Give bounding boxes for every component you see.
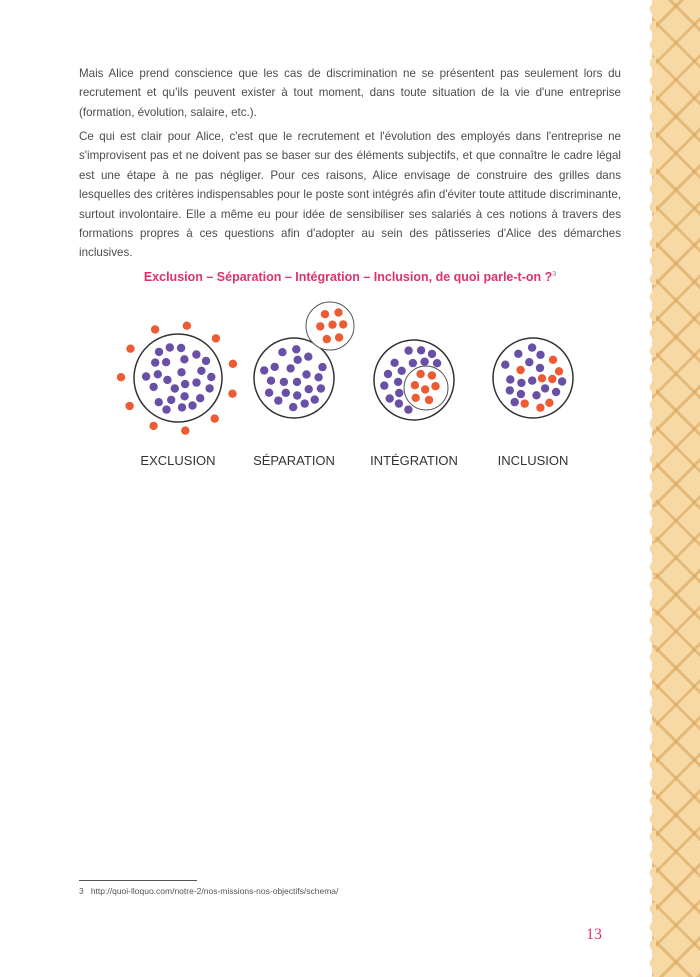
- excluded-dot: [126, 345, 134, 353]
- majority-dot: [514, 350, 522, 358]
- majority-dot: [506, 386, 514, 394]
- figure-title: [79, 270, 621, 284]
- majority-dot: [286, 364, 294, 372]
- minority-dot: [431, 382, 439, 390]
- inclusion-diagram: [110, 298, 590, 478]
- minority-dot: [316, 322, 324, 330]
- footnote: [79, 886, 338, 896]
- majority-dot: [318, 363, 326, 371]
- footnote-divider: [79, 880, 197, 881]
- majority-dot: [180, 392, 188, 400]
- minority-dot: [549, 356, 557, 364]
- footnote-reference: 3: [552, 270, 557, 278]
- waffle-border-edge: [646, 0, 656, 977]
- minority-dot: [339, 320, 347, 328]
- majority-dot: [301, 399, 309, 407]
- excluded-dot: [181, 426, 189, 434]
- majority-dot: [192, 350, 200, 358]
- majority-dot: [305, 385, 313, 393]
- majority-dot: [506, 375, 514, 383]
- label-integration: INTÉGRATION: [370, 453, 458, 468]
- majority-dot: [149, 383, 157, 391]
- minority-dot: [428, 371, 436, 379]
- majority-dot: [511, 398, 519, 406]
- excluded-dot: [229, 360, 237, 368]
- majority-dot: [314, 373, 322, 381]
- majority-dot: [180, 355, 188, 363]
- separation-diagram: [254, 302, 354, 418]
- excluded-dot: [125, 402, 133, 410]
- majority-dot: [380, 381, 388, 389]
- majority-dot: [395, 389, 403, 397]
- majority-dot: [178, 403, 186, 411]
- majority-dot: [163, 376, 171, 384]
- majority-dot: [151, 358, 159, 366]
- majority-dot: [167, 396, 175, 404]
- minority-dot: [323, 335, 331, 343]
- majority-dot: [274, 396, 282, 404]
- majority-dot: [525, 358, 533, 366]
- majority-dot: [404, 405, 412, 413]
- minority-dot: [412, 394, 420, 402]
- majority-dot: [409, 359, 417, 367]
- excluded-dot: [151, 325, 159, 333]
- majority-dot: [171, 384, 179, 392]
- majority-dot: [302, 370, 310, 378]
- majority-dot: [417, 346, 425, 354]
- majority-dot: [517, 379, 525, 387]
- inclusion-group-diagram: [493, 338, 573, 418]
- minority-dot: [538, 374, 546, 382]
- majority-dot: [196, 394, 204, 402]
- majority-dot: [536, 364, 544, 372]
- majority-dot: [528, 343, 536, 351]
- excluded-dot: [212, 334, 220, 342]
- majority-dot: [142, 372, 150, 380]
- majority-dot: [282, 389, 290, 397]
- majority-dot: [501, 361, 509, 369]
- label-separation: SÉPARATION: [253, 453, 335, 468]
- majority-dot: [395, 399, 403, 407]
- excluded-dot: [117, 373, 125, 381]
- excluded-dot: [183, 322, 191, 330]
- minority-dot: [521, 399, 529, 407]
- majority-dot: [404, 346, 412, 354]
- majority-dot: [280, 378, 288, 386]
- footnote-text: http://quoi-lloquo.com/notre-2/nos-missions-nos-objectifs/schema/: [90, 886, 339, 896]
- minority-dot: [421, 385, 429, 393]
- majority-dot: [154, 370, 162, 378]
- majority-dot: [162, 358, 170, 366]
- majority-dot: [188, 401, 196, 409]
- excluded-dot: [211, 414, 219, 422]
- majority-dot: [433, 359, 441, 367]
- majority-dot: [202, 357, 210, 365]
- majority-dot: [552, 388, 560, 396]
- integration-diagram: [374, 340, 454, 420]
- majority-dot: [558, 377, 566, 385]
- minority-dot: [536, 404, 544, 412]
- majority-dot: [267, 377, 275, 385]
- majority-dot: [177, 344, 185, 352]
- majority-dot: [420, 358, 428, 366]
- paragraph-2: Ce qui est clair pour Alice, c'est que le recrutement et l'évolution des employés dans l'entreprise ne s'improvisent pas et ne doivent pas se baser sur des éléments subjectifs, et que connaître le cadre légal est une étape à ne pas négliger. Pour ces raisons, Alice envisage de construire des grilles dans lesquelles des critères indispensables pour le poste sont intégrés afin d'éviter toute attitude discriminante, surtout involontaire. Elle a même eu pour idée de sensibiliser ses salariés à ces notions à travers des formations propres à ces questions afin d'adopter au sein des pâtisseries d'Alice des démarches inclusives.: [79, 130, 621, 260]
- minority-dot: [516, 366, 524, 374]
- minority-dot: [321, 310, 329, 318]
- minority-dot: [545, 399, 553, 407]
- majority-dot: [289, 403, 297, 411]
- majority-dot: [166, 343, 174, 351]
- waffle-border-decoration: [652, 0, 700, 977]
- page-number: 13: [586, 926, 602, 943]
- majority-dot: [205, 384, 213, 392]
- majority-dot: [192, 378, 200, 386]
- majority-dot: [260, 366, 268, 374]
- majority-dot: [532, 391, 540, 399]
- majority-dot: [207, 373, 215, 381]
- paragraph-1: Mais Alice prend conscience que les cas de discrimination ne se présentent pas seulement lors du recrutement et qu'ils peuvent exister à tout moment, dans toute situation de la vie d'une entreprise (formation, évolution, salaire, etc.).: [79, 67, 621, 119]
- minority-dot: [328, 321, 336, 329]
- excluded-dot: [228, 390, 236, 398]
- majority-dot: [428, 350, 436, 358]
- majority-dot: [311, 395, 319, 403]
- exclusion-diagram: [117, 322, 237, 435]
- majority-dot: [386, 394, 394, 402]
- minority-dot: [334, 308, 342, 316]
- excluded-dot: [149, 422, 157, 430]
- majority-dot: [536, 351, 544, 359]
- minority-dot: [425, 396, 433, 404]
- majority-dot: [278, 348, 286, 356]
- majority-dot: [528, 376, 536, 384]
- majority-dot: [294, 356, 302, 364]
- majority-dot: [177, 368, 185, 376]
- majority-dot: [197, 367, 205, 375]
- majority-dot: [293, 378, 301, 386]
- majority-dot: [541, 384, 549, 392]
- minority-dot: [411, 381, 419, 389]
- footnote-number: 3: [79, 886, 84, 896]
- majority-dot: [304, 353, 312, 361]
- figure-title-text: Exclusion – Séparation – Intégration – Inclusion, de quoi parle-t-on ?: [143, 270, 553, 284]
- majority-dot: [155, 398, 163, 406]
- majority-dot: [317, 384, 325, 392]
- minority-dot: [335, 333, 343, 341]
- minority-dot: [548, 375, 556, 383]
- label-inclusion: INCLUSION: [497, 453, 569, 468]
- majority-dot: [265, 389, 273, 397]
- majority-dot: [292, 345, 300, 353]
- label-exclusion: EXCLUSION: [140, 453, 216, 468]
- majority-dot: [394, 378, 402, 386]
- majority-dot: [155, 348, 163, 356]
- minority-dot: [416, 370, 424, 378]
- majority-dot: [384, 370, 392, 378]
- majority-dot: [181, 380, 189, 388]
- majority-dot: [271, 363, 279, 371]
- majority-dot: [398, 367, 406, 375]
- minority-dot: [555, 367, 563, 375]
- majority-dot: [390, 359, 398, 367]
- majority-dot: [162, 405, 170, 413]
- majority-dot: [293, 391, 301, 399]
- majority-dot: [517, 390, 525, 398]
